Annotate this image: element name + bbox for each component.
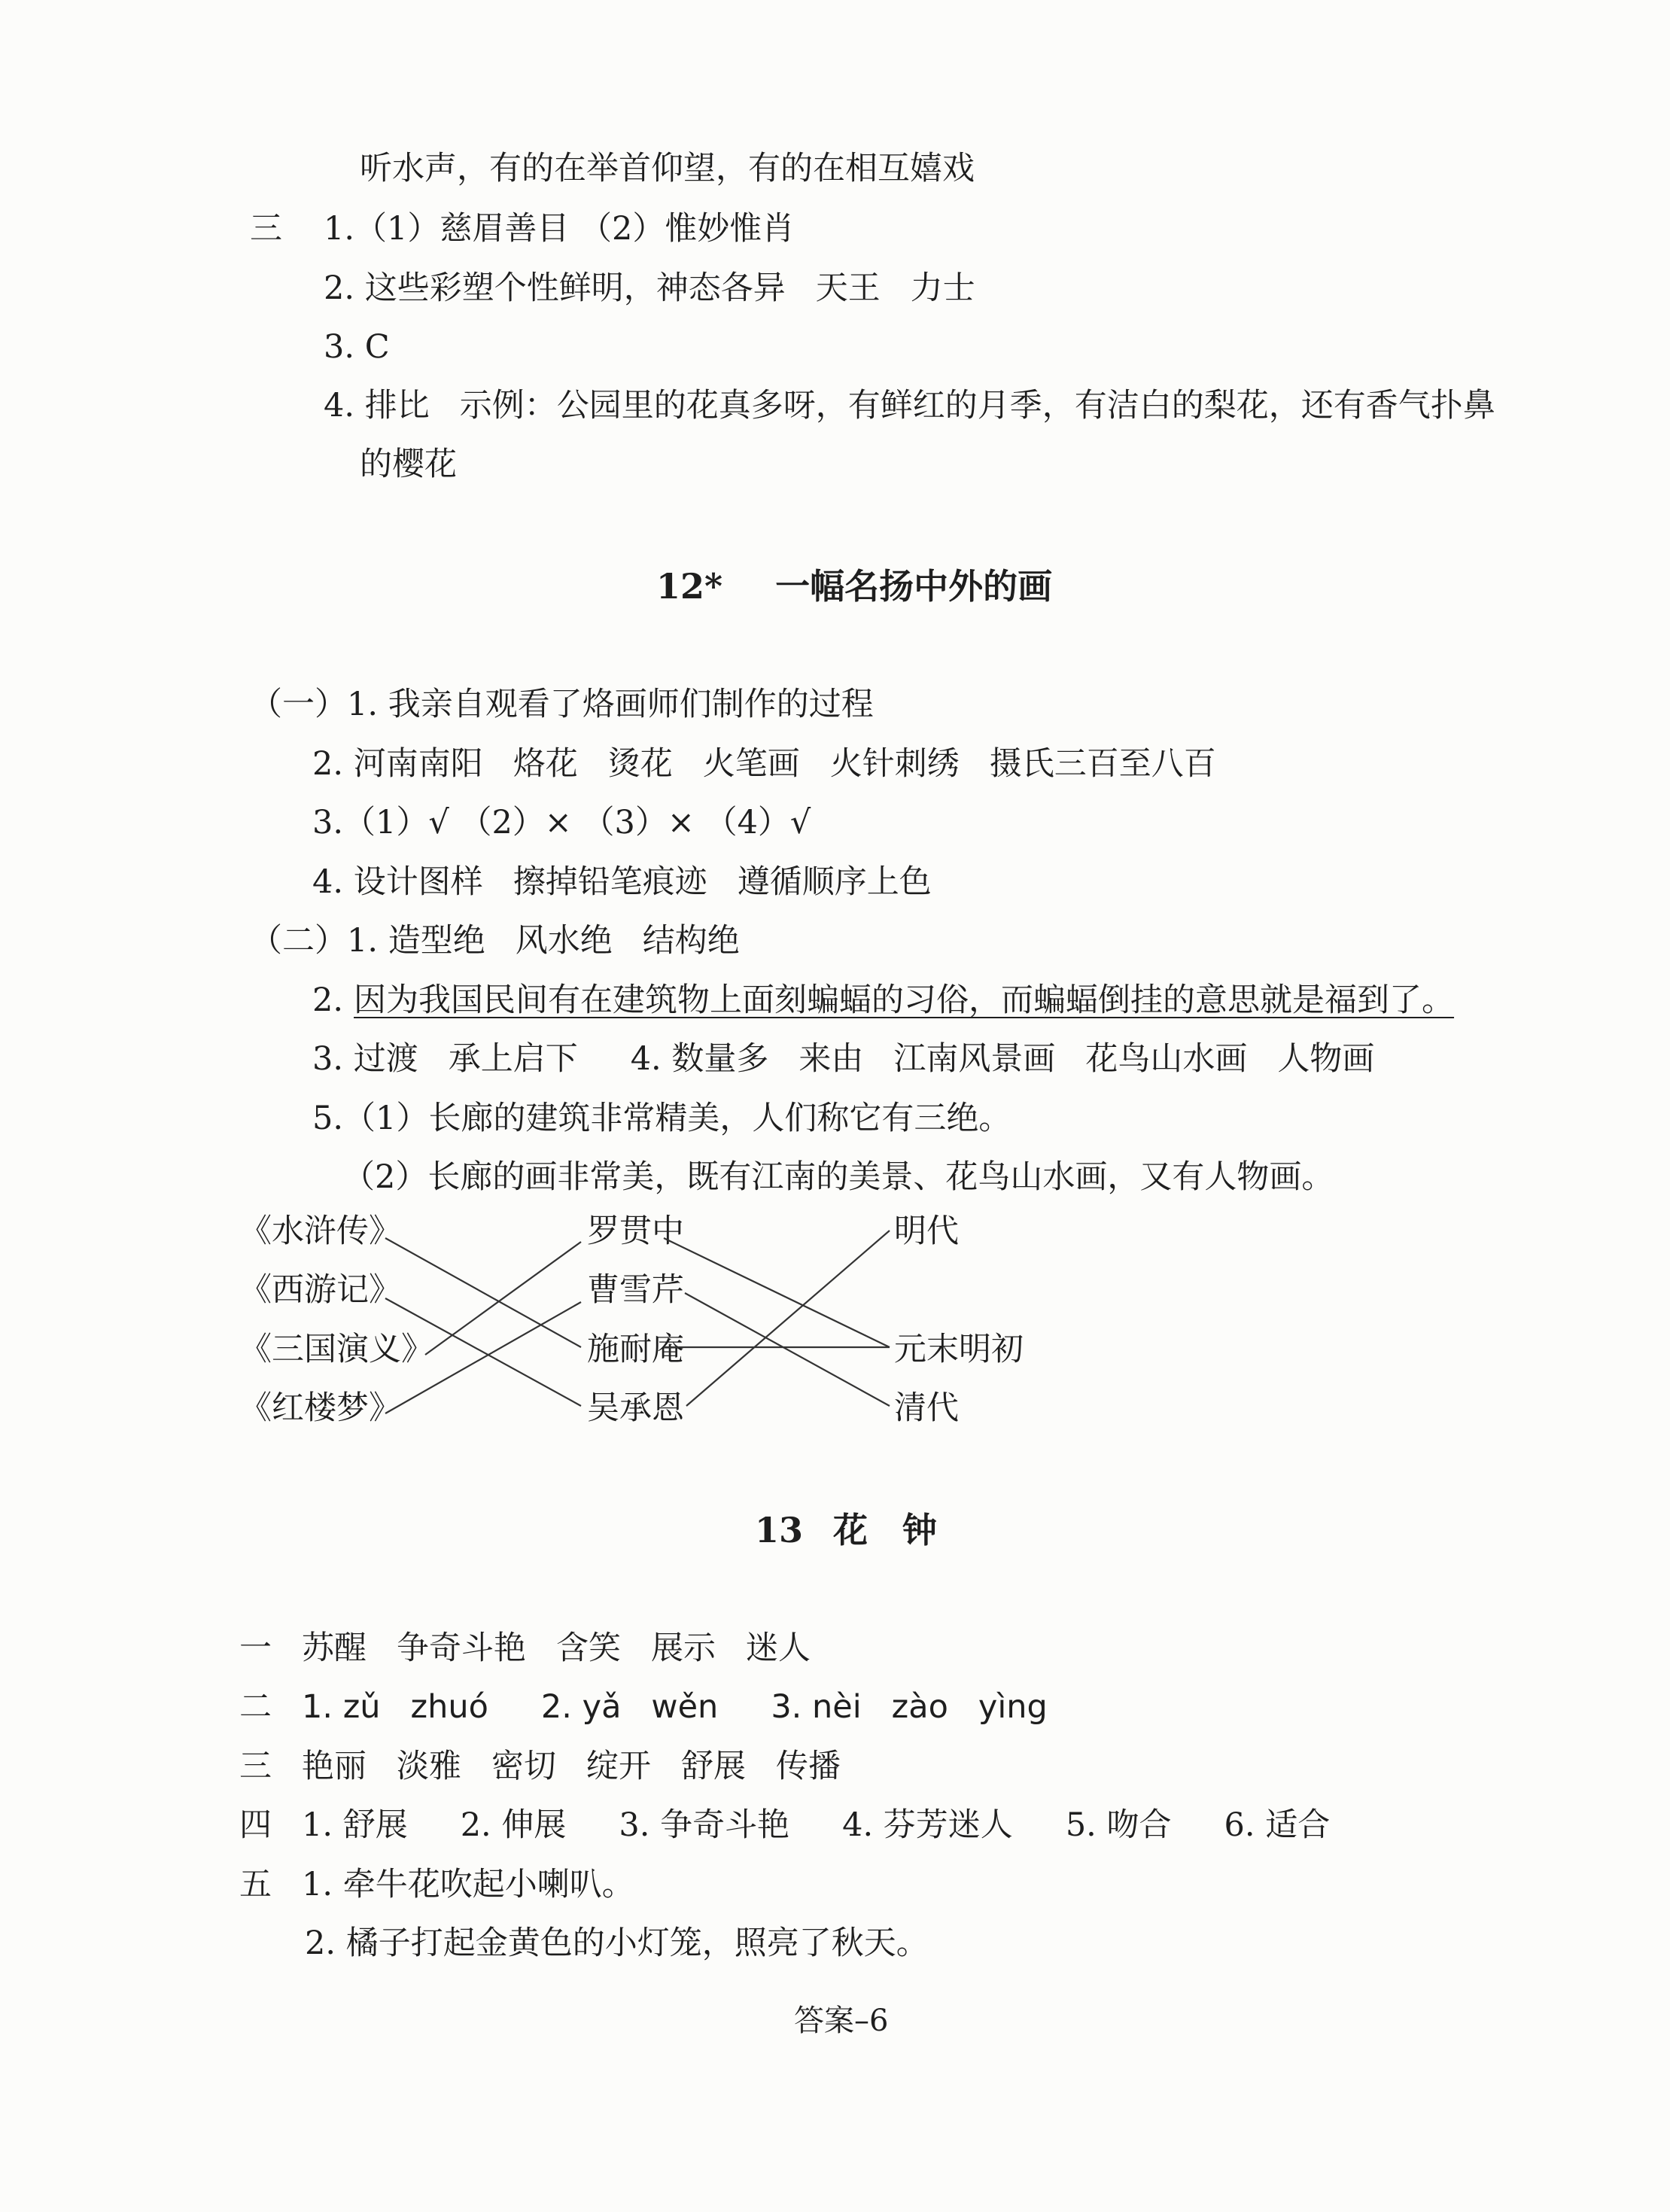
- book-item: 《三国演义》: [239, 1331, 433, 1368]
- answer-line: 三 艳丽 淡雅 密切 绽开 舒展 传播: [239, 1748, 841, 1785]
- answer-line: 四 1. 舒展 2. 伸展 3. 争奇斗艳 4. 芬芳迷人 5. 吻合 6. 适合: [239, 1806, 1331, 1844]
- match-line: [385, 1298, 581, 1406]
- book-item: 《西游记》: [239, 1271, 401, 1309]
- answer-line: 3. 过渡 承上启下 4. 数量多 来由 江南风景画 花鸟山水画 人物画: [312, 1040, 1375, 1078]
- match-line: [385, 1302, 581, 1413]
- match-line: [685, 1293, 890, 1406]
- answer-line: 一 苏醒 争奇斗艳 含笑 展示 迷人: [239, 1629, 811, 1667]
- match-line: [385, 1238, 581, 1347]
- answer-line: 二 1. zǔ zhuó 2. yǎ wěn 3. nèi zào yìng: [239, 1688, 1048, 1726]
- era-item: 元末明初: [894, 1331, 1024, 1368]
- author-item: 罗贯中: [587, 1212, 684, 1250]
- author-item: 曹雪芹: [587, 1271, 684, 1309]
- answer-line: （二）1. 造型绝 风水绝 结构绝: [250, 922, 740, 960]
- answer-line: 4. 排比 示例：公园里的花真多呀，有鲜红的月季，有洁白的梨花，还有香气扑鼻: [324, 387, 1495, 424]
- answer-line: （2）长廊的画非常美，既有江南的美景、花鸟山水画，又有人物画。: [342, 1158, 1334, 1196]
- lesson-title: 13 花 钟: [755, 1510, 938, 1550]
- underlined-answer: 因为我国民间有在建筑物上面刻蝙蝠的习俗，而蝙蝠倒挂的意思就是福到了。: [354, 981, 1455, 1019]
- answer-line: （一）1. 我亲自观看了烙画师们制作的过程: [250, 686, 874, 723]
- answer-line: 2. 橘子打起金黄色的小灯笼，照亮了秋天。: [305, 1924, 929, 1962]
- page-number: 答案–6: [794, 2004, 889, 2038]
- author-item: 施耐庵: [587, 1331, 684, 1368]
- continuation-line: 听水声，有的在举首仰望，有的在相互嬉戏: [360, 150, 975, 187]
- book-item: 《水浒传》: [239, 1212, 401, 1250]
- answer-line-continued: 的樱花: [360, 446, 457, 483]
- answer-line: 五 1. 牵牛花吹起小喇叭。: [239, 1866, 634, 1903]
- lesson-title: 12* 一幅名扬中外的画: [656, 566, 1053, 607]
- answer-line: 2. 河南南阳 烙花 烫花 火笔画 火针刺绣 摄氏三百至八百: [312, 745, 1216, 783]
- answer-line: 3.（1）√ （2）× （3）× （4）√: [312, 804, 811, 841]
- answer-line: 1.（1）慈眉善目 （2）惟妙惟肖: [324, 210, 795, 248]
- match-line: [686, 1231, 890, 1406]
- answer-line: 3. C: [324, 328, 390, 366]
- match-line: [664, 1238, 890, 1347]
- answer-line: 2. 因为我国民间有在建筑物上面刻蝙蝠的习俗，而蝙蝠倒挂的意思就是福到了。: [312, 981, 1455, 1019]
- match-line: [425, 1242, 581, 1355]
- answer-line: 4. 设计图样 擦掉铅笔痕迹 遵循顺序上色: [312, 863, 932, 901]
- section-marker: 三: [250, 210, 282, 248]
- book-item: 《红楼梦》: [239, 1389, 401, 1427]
- era-item: 清代: [894, 1389, 959, 1427]
- era-item: 明代: [894, 1212, 959, 1250]
- answer-line: 5.（1）长廊的建筑非常精美，人们称它有三绝。: [312, 1100, 1011, 1137]
- answer-line: 2. 这些彩塑个性鲜明，神态各异 天王 力士: [324, 269, 975, 307]
- author-item: 吴承恩: [587, 1389, 684, 1427]
